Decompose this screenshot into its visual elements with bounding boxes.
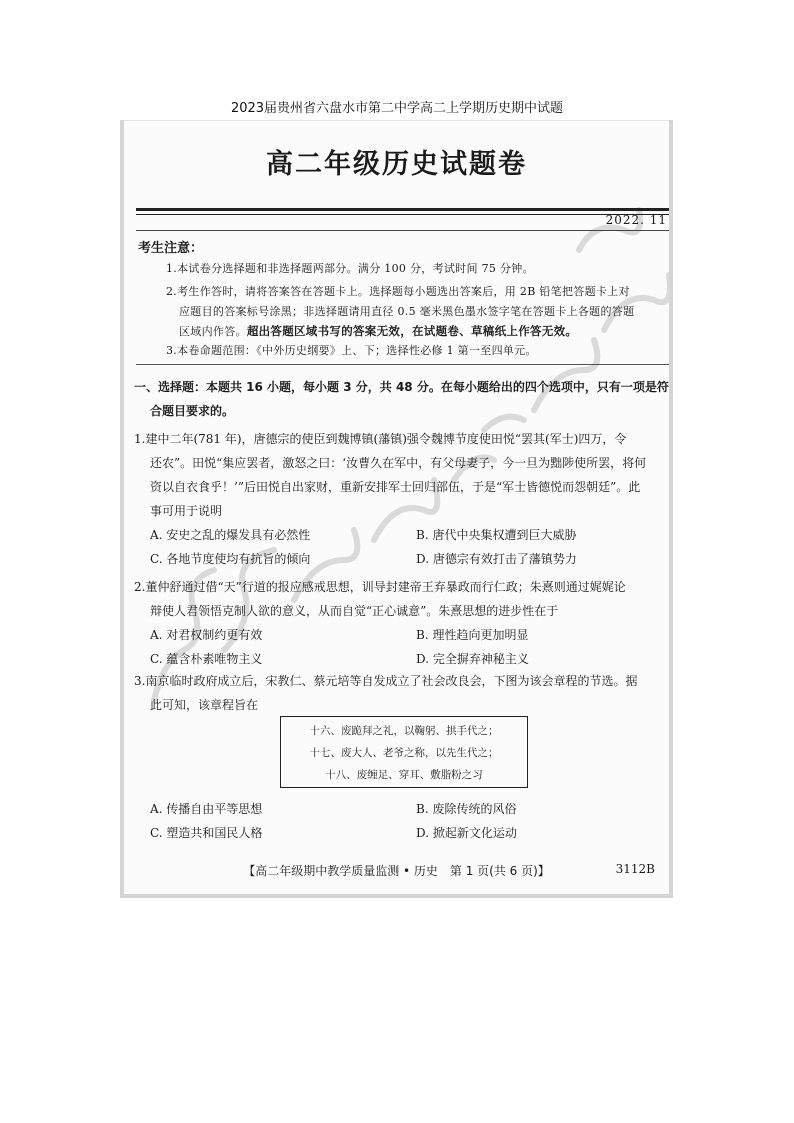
question-3-option-b: B. 废除传统的风俗 <box>416 802 517 816</box>
page-footer: 【高二年级期中教学质量监测 • 历史 第 1 页(共 6 页)】 <box>243 864 550 878</box>
notice-item-3: 3.本卷命题范围：《中外历史纲要》上、下；选择性必修 1 第一至四单元。 <box>166 344 537 357</box>
question-2-option-d: D. 完全摒弃神秘主义 <box>416 652 529 666</box>
notice-rule <box>136 364 671 365</box>
title-rule-thin <box>136 214 671 215</box>
scan-edge <box>120 894 673 898</box>
charter-line-17: 十七、废大人、老爷之称，以先生代之； <box>309 747 499 759</box>
notice-item-2-line-1: 2.考生作答时，请将答案答在答题卡上。选择题每小题选出答案后，用 2B 铅笔把答题卡上对 <box>166 285 630 298</box>
document-header: 2023届贵州省六盘水市第二中学高二上学期历史期中试题 <box>230 101 564 116</box>
exam-title: 高二年级历史试题卷 <box>266 149 527 180</box>
question-3-option-c: C. 塑造共和国民人格 <box>150 826 263 840</box>
question-1-text-3: 资以自衣食乎！’”后田悦自出家财，重新安排军士回归部伍，于是“军士皆德悦而怨朝廷”。此 <box>150 480 641 494</box>
question-1-option-a: A. 安史之乱的爆发具有必然性 <box>150 528 311 542</box>
question-2-option-c: C. 蕴含朴素唯物主义 <box>150 652 263 666</box>
title-rule <box>136 208 671 211</box>
exam-date: 2022. 11 <box>605 213 667 227</box>
charter-line-16: 十六、废跪拜之礼，以鞠躬、拱手代之； <box>309 725 499 737</box>
question-2-option-a: A. 对君权制约更有效 <box>150 628 263 642</box>
question-3-option-a: A. 传播自由平等思想 <box>150 802 263 816</box>
notice-item-2-line-3 <box>179 323 577 339</box>
scanned-exam-page <box>120 120 673 898</box>
section-1-heading-cont: 合题目要求的。 <box>150 404 235 418</box>
charter-line-18: 十八、废缠足、穿耳、敷脂粉之习 <box>325 769 483 781</box>
question-1-text-1: 1.建中二年(781 年)，唐德宗的使臣到魏博镇(藩镇)强令魏博节度使田悦“罢其(军士)四万，令 <box>134 432 627 446</box>
question-1-text-4: 事可用于说明 <box>150 504 223 518</box>
notice-item-1: 1.本试卷分选择题和非选择题两部分。满分 100 分，考试时间 75 分钟。 <box>166 262 534 275</box>
notice-title: 考生注意： <box>138 241 204 256</box>
paper-code: 3112B <box>615 862 655 876</box>
question-1-option-d: D. 唐德宗有效打击了藩镇势力 <box>416 552 577 566</box>
question-3-text-1: 3.南京临时政府成立后，宋教仁、蔡元培等自发成立了社会改良会，下图为该会章程的节选。据 <box>134 674 638 688</box>
notice-item-2-line-2: 应题目的答案标号涂黑；非选择题请用直径 0.5 毫米黑色墨水签字笔在答题卡上各题的答题 <box>179 305 635 318</box>
question-2-text-2: 辩使人君领悟克制人欲的意义，从而自觉“正心诚意”。朱熹思想的进步性在于 <box>150 604 559 618</box>
section-1-heading: 一、选择题：本题共 16 小题，每小题 3 分，共 48 分。在每小题给出的四个选项中，只有一项是符 <box>134 380 669 394</box>
question-3-option-d: D. 掀起新文化运动 <box>416 826 517 840</box>
date-rule <box>136 230 671 231</box>
notice-emphasis: 超出答题区域书写的答案无效，在试题卷、草稿纸上作答无效。 <box>246 324 578 338</box>
question-2-text-1: 2.董仲舒通过借“天”行道的报应感戒思想，训导封建帝王弃暴政而行仁政；朱熹则通过娓娓论 <box>134 580 626 594</box>
question-1-text-2: 还农”。田悦“集应罢者，激怒之曰：‘汝曹久在军中，有父母妻子，今一旦为黜陟使所罢，将何 <box>150 456 647 470</box>
question-1-option-b: B. 唐代中央集权遭到巨大威胁 <box>416 528 577 542</box>
question-2-option-b: B. 理性趋向更加明显 <box>416 628 529 642</box>
question-1-option-c: C. 各地节度使均有抗旨的倾向 <box>150 552 311 566</box>
notice-item-2-line-3-start: 区域内作答。 <box>179 325 247 338</box>
question-3-text-2: 此可知，该章程旨在 <box>150 698 259 712</box>
charter-excerpt-box <box>280 716 528 788</box>
